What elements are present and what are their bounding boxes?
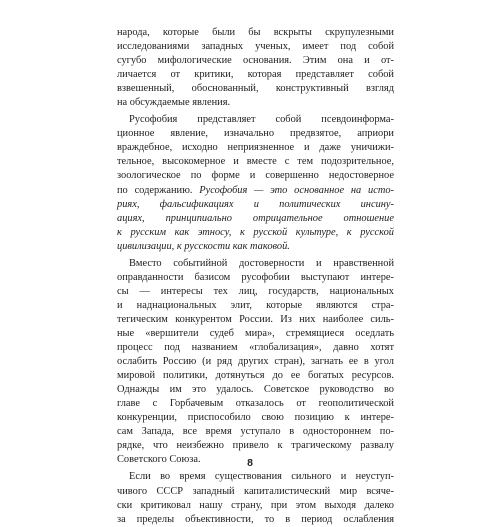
italic-definition: к русским как этносу, к русской культуре, к русской (117, 226, 394, 238)
text-line: главе с Горбачевым отказалось от геополитической (117, 398, 394, 410)
body-text (117, 26, 394, 527)
text-line: мировой политики, дотянуться до ее богатых ресурсов. (117, 370, 394, 382)
text-segment: по содержанию. (117, 184, 200, 196)
paragraph-4 (117, 470, 394, 526)
text-line: враждебное, исходно неприязненное и даже уничижи- (117, 142, 394, 154)
text-line: и наднациональных элит, которые являются стра- (117, 299, 394, 311)
text-line: ные «вершители судеб мира», стремящиеся оседлать (117, 327, 394, 339)
text-line: тельное, высокомерное и вместе с тем подозрительное, (117, 156, 394, 168)
text-line: взвешенный, обоснованный, конструктивный взгляд (117, 83, 394, 95)
text-line: чивого СССР западный капиталистический мир всяче- (117, 485, 394, 497)
page-number: 8 (247, 457, 253, 469)
text-line: ослабить Россию (и ряд других стран), загнать ее в угол (117, 356, 394, 368)
text-line: зоологическое по форме и совершенно недостоверное (117, 170, 394, 182)
text-line: процесс под названием «глобализация», давно хотят (117, 342, 394, 354)
text-line-mixed (117, 184, 394, 198)
text-line: Вместо событийной достоверности и нравственной (129, 257, 394, 269)
text-line: тегическим конкурентом России. Из них наиболее силь- (117, 313, 394, 325)
text-line: Советского Союза. (117, 454, 201, 466)
text-line: ционное явление, изначально предвзятое, априори (117, 128, 394, 140)
text-line: рядке, что неизбежно привело к трагическому развалу (117, 440, 394, 452)
text-line: ски критиковал нашу страну, при этом выходя далеко (117, 499, 394, 511)
text-line: исследованиями западных ученых, имеет под собой (117, 41, 394, 53)
text-line: народа, которые были бы вскрыты скрупулезными (117, 27, 394, 38)
text-line: сугубо мифологические основания. Этим она и от- (117, 55, 394, 67)
text-line: оправданности базисом русофобии выступают интере- (117, 271, 394, 283)
text-line: Русофобия представляет собой псевдоинформа- (129, 114, 394, 126)
text-line: Однажды им это удалось. Советское руководство во (117, 384, 394, 396)
text-line: личается от критики, которая представляет собой (117, 69, 394, 81)
text-line: за пределы объективности, то в период ослабления (117, 513, 394, 525)
paragraph-3 (117, 257, 394, 468)
paragraph-2 (117, 113, 394, 253)
italic-definition: Русофобия — это основанное на исто- (199, 184, 394, 196)
italic-definition: риях, фальсификациях и политических инсину- (117, 198, 394, 210)
italic-definition: цивилизации, к русскости как таковой. (117, 240, 290, 252)
text-line: конкуренции, приспособило свою позицию к интере- (117, 412, 394, 424)
italic-definition: ациях, принципиально отрицательное отношение (117, 212, 394, 224)
paragraph-1 (117, 26, 394, 110)
text-line: сы — интересы тех лиц, государств, национальных (117, 285, 394, 297)
text-line: Если во время существования сильного и неуступ- (129, 471, 394, 483)
text-line: сам Запада, все время уступало в одностороннем по- (117, 426, 394, 438)
text-line: на обсуждаемые явления. (117, 97, 231, 109)
